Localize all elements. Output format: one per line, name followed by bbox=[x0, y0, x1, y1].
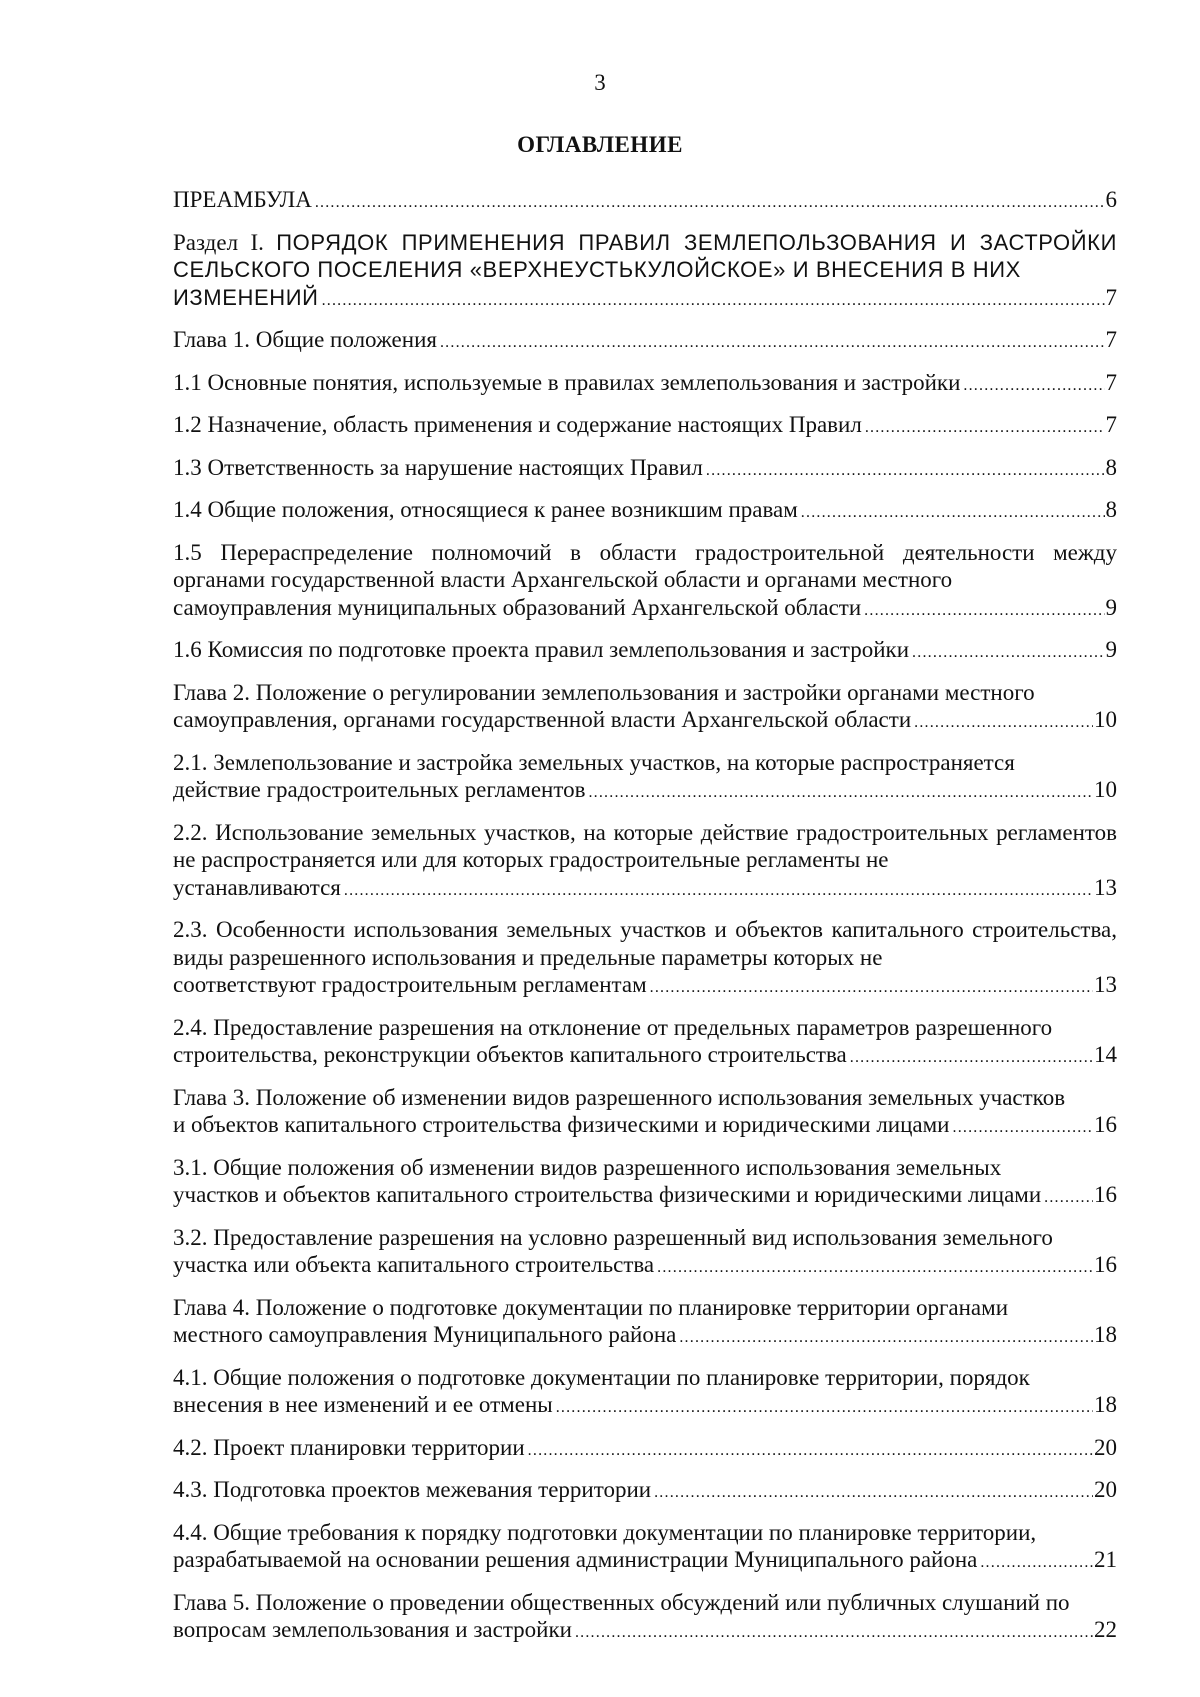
toc-page-number: 8 bbox=[1105, 454, 1117, 480]
toc-entry-4-1[interactable] bbox=[173, 1364, 1117, 1422]
toc-page-number: 10 bbox=[1094, 707, 1117, 732]
toc-entry-text: 2.4. Предоставление разрешения на отклонение от предельных параметров разрешенного bbox=[173, 1014, 1053, 1040]
toc-entry-2-3[interactable] bbox=[173, 916, 1117, 1002]
toc-entry-text: 2.2. Использование земельных участков, на которые действие градостроительных регламентов не распространяется или для которых градостроительные регламенты не bbox=[173, 819, 1117, 872]
dot-leader bbox=[706, 457, 1105, 485]
toc-page-number: 13 bbox=[1094, 874, 1117, 900]
toc-entry-4-2[interactable] bbox=[173, 1434, 1117, 1465]
toc-entry-chapter-1[interactable] bbox=[173, 326, 1117, 357]
toc-page-number: 8 bbox=[1105, 497, 1117, 522]
toc-page-number: 16 bbox=[1094, 1112, 1117, 1137]
toc-page-number: 7 bbox=[1105, 284, 1117, 310]
dot-leader bbox=[801, 499, 1105, 527]
toc-entry-text-end: и объектов капитального строительства физическими и юридическими лицами bbox=[173, 1112, 950, 1137]
dot-leader bbox=[963, 372, 1104, 400]
toc-page-number: 16 bbox=[1094, 1252, 1117, 1277]
dot-leader bbox=[654, 1479, 1093, 1507]
toc-entry-text-end: действие градостроительных регламентов bbox=[173, 777, 586, 802]
toc-entry-text-end: устанавливаются bbox=[173, 874, 341, 900]
toc-page-number: 21 bbox=[1094, 1547, 1117, 1572]
toc-entry-4-4[interactable] bbox=[173, 1519, 1117, 1577]
dot-leader bbox=[865, 414, 1105, 442]
toc-entry-preamble[interactable] bbox=[173, 186, 1117, 217]
toc-entry-text: 2.3. Особенности использования земельных участков и объектов капитального строительства, виды разрешенного использования и предельные параметры которых не bbox=[173, 917, 1117, 970]
section-title: ПОРЯДОК ПРИМЕНЕНИЯ ПРАВИЛ ЗЕМЛЕПОЛЬЗОВАНИЯ И ЗАСТРОЙКИ СЕЛЬСКОГО ПОСЕЛЕНИЯ «ВЕРХНЕУСТЬКУЛОЙСКОЕ» И ВНЕСЕНИЯ В НИХ bbox=[173, 229, 1117, 282]
toc-entry-text: 4.3. Подготовка проектов межевания территории bbox=[173, 1477, 652, 1502]
toc-entry-chapter-4[interactable] bbox=[173, 1294, 1117, 1352]
toc-entry-text: 1.6 Комиссия по подготовке проекта правил землепользования и застройки bbox=[173, 637, 910, 662]
toc-entry-text: 4.4. Общие требования к порядку подготовки документации по планировке территории, bbox=[173, 1519, 1037, 1545]
toc-entry-2-4[interactable] bbox=[173, 1014, 1117, 1072]
toc-entry-text: 1.5 Перераспределение полномочий в области градостроительной деятельности между органами государственной власти Архангельской области и органами местного bbox=[173, 539, 1117, 592]
toc-entry-chapter-2[interactable] bbox=[173, 679, 1117, 737]
toc-page-number: 7 bbox=[1105, 327, 1117, 352]
toc-entry-1-1[interactable] bbox=[173, 369, 1117, 400]
dot-leader bbox=[575, 1619, 1093, 1647]
dot-leader bbox=[315, 189, 1105, 217]
toc-entry-text: 4.1. Общие положения о подготовке документации по планировке территории, порядок bbox=[173, 1364, 1030, 1390]
dot-leader bbox=[850, 1044, 1093, 1072]
dot-leader bbox=[344, 877, 1093, 905]
toc-entry-text-end: соответствуют градостроительным регламентам bbox=[173, 972, 647, 997]
section-prefix: Раздел I. bbox=[173, 229, 277, 255]
dot-leader bbox=[980, 1549, 1093, 1577]
toc-entry-text: 3.1. Общие положения об изменении видов разрешенного использования земельных bbox=[173, 1154, 1002, 1180]
toc-entry-text: 1.3 Ответственность за нарушение настоящих Правил bbox=[173, 454, 703, 480]
toc-entry-text: 1.4 Общие положения, относящиеся к ранее возникшим правам bbox=[173, 497, 798, 522]
toc-title: ОГЛАВЛЕНИЕ bbox=[517, 132, 683, 157]
toc-entry-text-end: самоуправления, органами государственной власти Архангельской области bbox=[173, 707, 912, 732]
dot-leader bbox=[650, 974, 1093, 1002]
toc-page-number: 6 bbox=[1105, 187, 1117, 212]
toc-entry-text-end: участков и объектов капитального строительства физическими и юридическими лицами bbox=[173, 1182, 1042, 1207]
toc-page-number: 22 bbox=[1094, 1617, 1117, 1642]
toc-entry-2-2[interactable] bbox=[173, 819, 1117, 905]
toc-entry-3-1[interactable] bbox=[173, 1154, 1117, 1212]
toc-entry-4-3[interactable] bbox=[173, 1476, 1117, 1507]
toc-entry-1-4[interactable] bbox=[173, 496, 1117, 527]
toc-entry-text-end: строительства, реконструкции объектов капитального строительства bbox=[173, 1042, 847, 1067]
toc-page-number: 16 bbox=[1094, 1182, 1117, 1207]
toc-entry-1-6[interactable] bbox=[173, 636, 1117, 667]
toc-entry-text: 3.2. Предоставление разрешения на условно разрешенный вид использования земельного bbox=[173, 1224, 1053, 1250]
toc-entry-text: Глава 5. Положение о проведении общественных обсуждений или публичных слушаний по bbox=[173, 1589, 1070, 1615]
dot-leader bbox=[440, 329, 1105, 357]
toc-page-number: 9 bbox=[1105, 637, 1117, 662]
toc-entry-1-3[interactable] bbox=[173, 454, 1117, 485]
dot-leader bbox=[914, 709, 1093, 737]
toc-entry-text-end: ИЗМЕНЕНИЙ bbox=[173, 284, 319, 310]
toc-page-number: 14 bbox=[1094, 1042, 1117, 1067]
page-number: 3 bbox=[594, 70, 606, 95]
dot-leader bbox=[528, 1437, 1093, 1465]
toc-page-number: 7 bbox=[1105, 369, 1117, 395]
toc-page-number: 10 bbox=[1094, 777, 1117, 802]
dot-leader bbox=[556, 1394, 1093, 1422]
dot-leader bbox=[322, 287, 1105, 315]
dot-leader bbox=[679, 1324, 1093, 1352]
toc-page-number: 18 bbox=[1094, 1322, 1117, 1347]
dot-leader bbox=[953, 1114, 1094, 1142]
toc-entry-text: 1.1 Основные понятия, используемые в правилах землепользования и застройки bbox=[173, 369, 961, 395]
toc-entry-1-5[interactable] bbox=[173, 539, 1117, 625]
toc-entry-chapter-3[interactable] bbox=[173, 1084, 1117, 1142]
toc-page-number: 18 bbox=[1094, 1392, 1117, 1417]
toc-entry-1-2[interactable] bbox=[173, 411, 1117, 442]
toc-entry-3-2[interactable] bbox=[173, 1224, 1117, 1282]
toc-entry-text-end: внесения в нее изменений и ее отмены bbox=[173, 1392, 553, 1417]
toc-page-number: 13 bbox=[1094, 972, 1117, 997]
toc-entry-chapter-5[interactable] bbox=[173, 1589, 1117, 1647]
toc-entry-text: Глава 3. Положение об изменении видов разрешенного использования земельных участков bbox=[173, 1084, 1066, 1110]
toc-page-number: 7 bbox=[1105, 412, 1117, 437]
toc-page-number: 9 bbox=[1105, 594, 1117, 620]
toc-entry-text: Глава 4. Положение о подготовке документации по планировке территории органами bbox=[173, 1294, 1009, 1320]
toc-entry-text-end: разрабатываемой на основании решения администрации Муниципального района bbox=[173, 1547, 978, 1572]
toc-page-number: 20 bbox=[1094, 1434, 1117, 1460]
toc-entry-text: 2.1. Землепользование и застройка земельных участков, на которые распространяется bbox=[173, 749, 1015, 775]
dot-leader bbox=[912, 639, 1104, 667]
dot-leader bbox=[864, 597, 1104, 625]
toc-entry-text: Глава 1. Общие положения bbox=[173, 327, 437, 352]
toc-entry-text bbox=[173, 229, 1117, 284]
table-of-contents bbox=[173, 186, 1117, 1659]
toc-entry-text: Глава 2. Положение о регулировании землепользования и застройки органами местного bbox=[173, 679, 1035, 705]
toc-entry-text: ПРЕАМБУЛА bbox=[173, 187, 312, 212]
toc-entry-text: 4.2. Проект планировки территории bbox=[173, 1434, 525, 1460]
toc-entry-text: 1.2 Назначение, область применения и содержание настоящих Правил bbox=[173, 412, 862, 437]
toc-entry-2-1[interactable] bbox=[173, 749, 1117, 807]
toc-page-number: 20 bbox=[1094, 1477, 1117, 1502]
toc-entry-text-end: самоуправления муниципальных образований Архангельской области bbox=[173, 594, 862, 620]
toc-entry-text-end: участка или объекта капитального строительства bbox=[173, 1252, 655, 1277]
dot-leader bbox=[657, 1254, 1093, 1282]
dot-leader bbox=[588, 779, 1093, 807]
toc-entry-section-1[interactable] bbox=[173, 229, 1117, 315]
toc-entry-text-end: местного самоуправления Муниципального района bbox=[173, 1322, 677, 1347]
toc-entry-text-end: вопросам землепользования и застройки bbox=[173, 1617, 572, 1642]
dot-leader bbox=[1044, 1184, 1093, 1212]
